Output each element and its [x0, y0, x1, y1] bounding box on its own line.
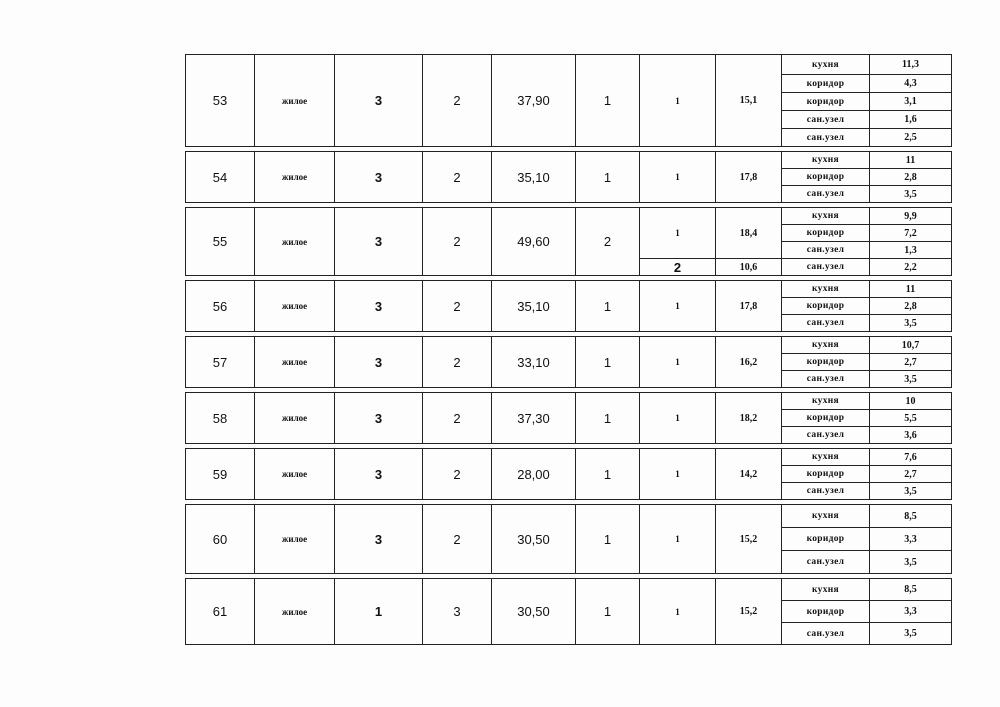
- apartment-number: 54: [186, 152, 255, 203]
- total-area: 37,30: [492, 393, 576, 444]
- aux-room-name: кухня: [782, 55, 870, 75]
- aux-room-area: 3,5: [870, 623, 952, 645]
- section: 2: [423, 281, 492, 332]
- aux-room-area: 10: [870, 393, 952, 410]
- aux-room-name: сан.узел: [782, 623, 870, 645]
- aux-room-area: 2,7: [870, 466, 952, 483]
- total-area: 28,00: [492, 449, 576, 500]
- aux-room-area: 3,3: [870, 601, 952, 623]
- section: 2: [423, 337, 492, 388]
- table-row: [186, 449, 952, 466]
- room-count: 1: [576, 337, 640, 388]
- table-row: [186, 337, 952, 354]
- aux-room-name: кухня: [782, 208, 870, 225]
- room-number: 1: [640, 505, 716, 574]
- aux-room-name: коридор: [782, 466, 870, 483]
- aux-room-area: 7,2: [870, 225, 952, 242]
- room-number: 1: [640, 579, 716, 645]
- aux-room-area: 3,5: [870, 186, 952, 203]
- table-row: [186, 579, 952, 601]
- total-area: 35,10: [492, 281, 576, 332]
- aux-room-name: коридор: [782, 225, 870, 242]
- premises-type: жилое: [255, 505, 335, 574]
- floor: 3: [335, 55, 423, 147]
- room-count: 1: [576, 579, 640, 645]
- floor: 3: [335, 449, 423, 500]
- apartment-number: 57: [186, 337, 255, 388]
- room-number: 2: [640, 259, 716, 276]
- room-area: 17,8: [716, 152, 782, 203]
- aux-room-name: коридор: [782, 601, 870, 623]
- section: 2: [423, 55, 492, 147]
- section: 2: [423, 152, 492, 203]
- aux-room-name: сан.узел: [782, 483, 870, 500]
- room-area: 15,2: [716, 505, 782, 574]
- floor: 3: [335, 337, 423, 388]
- aux-room-area: 8,5: [870, 505, 952, 528]
- apartment-number: 58: [186, 393, 255, 444]
- total-area: 30,50: [492, 505, 576, 574]
- aux-room-area: 3,3: [870, 528, 952, 551]
- aux-room-name: коридор: [782, 410, 870, 427]
- room-area: 10,6: [716, 259, 782, 276]
- aux-room-name: коридор: [782, 75, 870, 93]
- table-row: [186, 152, 952, 169]
- room-count: 1: [576, 281, 640, 332]
- apartment-number: 60: [186, 505, 255, 574]
- room-count: 1: [576, 505, 640, 574]
- room-number: 1: [640, 208, 716, 259]
- premises-type: жилое: [255, 152, 335, 203]
- aux-room-name: сан.узел: [782, 129, 870, 147]
- aux-room-name: кухня: [782, 337, 870, 354]
- aux-room-name: сан.узел: [782, 242, 870, 259]
- section: 2: [423, 505, 492, 574]
- apartment-table: [185, 54, 952, 645]
- total-area: 30,50: [492, 579, 576, 645]
- aux-room-area: 3,5: [870, 483, 952, 500]
- room-count: 1: [576, 449, 640, 500]
- aux-room-name: сан.узел: [782, 315, 870, 332]
- aux-room-name: коридор: [782, 93, 870, 111]
- room-area: 15,2: [716, 579, 782, 645]
- aux-room-area: 1,3: [870, 242, 952, 259]
- aux-room-area: 3,6: [870, 427, 952, 444]
- room-area: 18,2: [716, 393, 782, 444]
- aux-room-area: 11: [870, 281, 952, 298]
- aux-room-name: коридор: [782, 528, 870, 551]
- premises-type: жилое: [255, 208, 335, 276]
- total-area: 33,10: [492, 337, 576, 388]
- aux-room-area: 2,8: [870, 169, 952, 186]
- aux-room-name: сан.узел: [782, 371, 870, 388]
- premises-type: жилое: [255, 579, 335, 645]
- aux-room-area: 10,7: [870, 337, 952, 354]
- aux-room-area: 3,1: [870, 93, 952, 111]
- room-count: 1: [576, 393, 640, 444]
- room-number: 1: [640, 337, 716, 388]
- room-area: 18,4: [716, 208, 782, 259]
- section: 2: [423, 393, 492, 444]
- aux-room-name: сан.узел: [782, 111, 870, 129]
- aux-room-area: 2,8: [870, 298, 952, 315]
- room-number: 1: [640, 281, 716, 332]
- aux-room-name: кухня: [782, 152, 870, 169]
- table-row: [186, 393, 952, 410]
- section: 2: [423, 208, 492, 276]
- aux-room-name: коридор: [782, 169, 870, 186]
- room-area: 14,2: [716, 449, 782, 500]
- floor: 3: [335, 152, 423, 203]
- aux-room-name: кухня: [782, 393, 870, 410]
- floor: 3: [335, 393, 423, 444]
- total-area: 37,90: [492, 55, 576, 147]
- aux-room-area: 9,9: [870, 208, 952, 225]
- premises-type: жилое: [255, 281, 335, 332]
- floor: 1: [335, 579, 423, 645]
- aux-room-area: 4,3: [870, 75, 952, 93]
- premises-type: жилое: [255, 337, 335, 388]
- room-number: 1: [640, 393, 716, 444]
- room-count: 1: [576, 152, 640, 203]
- table-row: [186, 208, 952, 225]
- room-area: 16,2: [716, 337, 782, 388]
- aux-room-area: 8,5: [870, 579, 952, 601]
- aux-room-area: 3,5: [870, 371, 952, 388]
- aux-room-area: 7,6: [870, 449, 952, 466]
- premises-type: жилое: [255, 55, 335, 147]
- floor: 3: [335, 505, 423, 574]
- aux-room-name: сан.узел: [782, 259, 870, 276]
- room-count: 1: [576, 55, 640, 147]
- aux-room-name: сан.узел: [782, 186, 870, 203]
- aux-room-name: кухня: [782, 449, 870, 466]
- aux-room-area: 11: [870, 152, 952, 169]
- aux-room-area: 3,5: [870, 315, 952, 332]
- room-number: 1: [640, 55, 716, 147]
- total-area: 49,60: [492, 208, 576, 276]
- aux-room-name: коридор: [782, 298, 870, 315]
- table-row: [186, 505, 952, 528]
- apartment-number: 56: [186, 281, 255, 332]
- aux-room-area: 3,5: [870, 551, 952, 574]
- table-row: [186, 281, 952, 298]
- premises-type: жилое: [255, 393, 335, 444]
- aux-room-name: сан.узел: [782, 551, 870, 574]
- aux-room-name: кухня: [782, 579, 870, 601]
- apartment-number: 59: [186, 449, 255, 500]
- aux-room-area: 2,7: [870, 354, 952, 371]
- apartment-number: 55: [186, 208, 255, 276]
- total-area: 35,10: [492, 152, 576, 203]
- aux-room-area: 2,5: [870, 129, 952, 147]
- room-area: 15,1: [716, 55, 782, 147]
- premises-type: жилое: [255, 449, 335, 500]
- section: 2: [423, 449, 492, 500]
- room-number: 1: [640, 449, 716, 500]
- apartment-number: 61: [186, 579, 255, 645]
- aux-room-name: коридор: [782, 354, 870, 371]
- table-row: [186, 55, 952, 75]
- room-number: 1: [640, 152, 716, 203]
- aux-room-area: 2,2: [870, 259, 952, 276]
- aux-room-name: кухня: [782, 281, 870, 298]
- section: 3: [423, 579, 492, 645]
- floor: 3: [335, 281, 423, 332]
- aux-room-name: сан.узел: [782, 427, 870, 444]
- room-area: 17,8: [716, 281, 782, 332]
- aux-room-area: 11,3: [870, 55, 952, 75]
- floor: 3: [335, 208, 423, 276]
- aux-room-area: 5,5: [870, 410, 952, 427]
- room-count: 2: [576, 208, 640, 276]
- apartment-number: 53: [186, 55, 255, 147]
- aux-room-area: 1,6: [870, 111, 952, 129]
- aux-room-name: кухня: [782, 505, 870, 528]
